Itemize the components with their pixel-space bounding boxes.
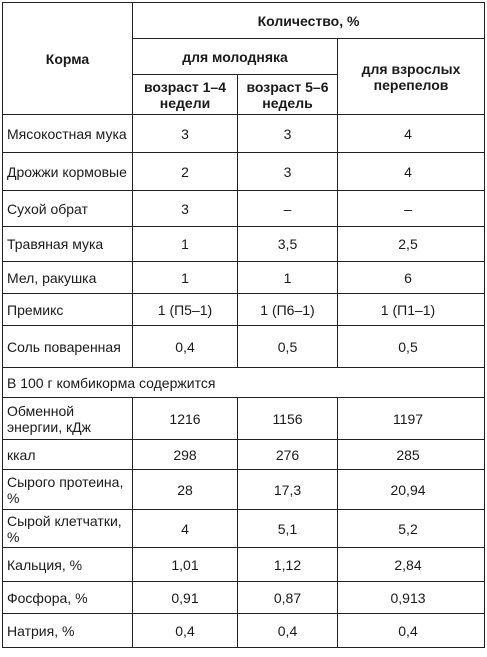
row-value-adult: 0,4 <box>338 614 485 648</box>
row-value-adult: 285 <box>338 440 485 470</box>
row-name: Соль поваренная <box>3 326 133 368</box>
row-name: Мясокостная мука <box>3 115 133 153</box>
row-value-young-5-6: 276 <box>238 440 338 470</box>
row-value-young-1-4: 0,4 <box>133 614 238 648</box>
table-row <box>3 326 485 368</box>
row-value-young-1-4: 1 (П5–1) <box>133 294 238 326</box>
row-value-young-1-4: 0,91 <box>133 582 238 614</box>
row-value-young-5-6: 5,1 <box>238 510 338 548</box>
row-value-young-1-4: 298 <box>133 440 238 470</box>
table-row <box>3 153 485 191</box>
table-row <box>3 262 485 294</box>
row-value-adult: 0,5 <box>338 326 485 368</box>
row-value-young-1-4: 1,01 <box>133 548 238 582</box>
header-young: для молодняка <box>133 39 338 75</box>
row-value-young-1-4: 1 <box>133 262 238 294</box>
row-name: Травяная мука <box>3 227 133 262</box>
row-value-young-5-6: 1 <box>238 262 338 294</box>
row-value-young-1-4: 0,4 <box>133 326 238 368</box>
row-value-young-5-6: – <box>238 191 338 227</box>
feed-composition-table <box>2 2 485 648</box>
row-name: Дрожжи кормовые <box>3 153 133 191</box>
row-name: Фосфора, % <box>3 582 133 614</box>
table-row <box>3 191 485 227</box>
table-row <box>3 398 485 440</box>
row-value-young-1-4: 28 <box>133 470 238 510</box>
header-age-1-4: возраст 1–4 недели <box>133 75 238 115</box>
table-row <box>3 510 485 548</box>
row-name: Сырой клетчатки, % <box>3 510 133 548</box>
table-row <box>3 115 485 153</box>
header-age-5-6: возраст 5–6 недель <box>238 75 338 115</box>
row-value-young-5-6: 1,12 <box>238 548 338 582</box>
row-value-adult: 4 <box>338 153 485 191</box>
row-value-young-5-6: 3,5 <box>238 227 338 262</box>
row-value-adult: 2,5 <box>338 227 485 262</box>
row-name: ккал <box>3 440 133 470</box>
row-name: Кальция, % <box>3 548 133 582</box>
table-row <box>3 227 485 262</box>
row-value-adult: 1 (П1–1) <box>338 294 485 326</box>
section-label: В 100 г комбикорма содержится <box>3 368 485 398</box>
row-name: Натрия, % <box>3 614 133 648</box>
row-value-adult: – <box>338 191 485 227</box>
row-value-adult: 4 <box>338 115 485 153</box>
header-row-1 <box>3 3 485 39</box>
row-value-young-5-6: 0,87 <box>238 582 338 614</box>
table-row <box>3 470 485 510</box>
row-value-young-1-4: 3 <box>133 115 238 153</box>
row-value-adult: 0,913 <box>338 582 485 614</box>
row-value-young-5-6: 1 (П6–1) <box>238 294 338 326</box>
section-row <box>3 368 485 398</box>
row-value-young-1-4: 2 <box>133 153 238 191</box>
table-row <box>3 582 485 614</box>
row-value-young-1-4: 1 <box>133 227 238 262</box>
row-value-adult: 2,84 <box>338 548 485 582</box>
table-row <box>3 614 485 648</box>
row-value-adult: 1197 <box>338 398 485 440</box>
row-value-adult: 5,2 <box>338 510 485 548</box>
header-adult: для взрослых перепелов <box>338 39 485 115</box>
row-value-young-5-6: 0,5 <box>238 326 338 368</box>
row-name: Премикс <box>3 294 133 326</box>
row-value-young-5-6: 0,4 <box>238 614 338 648</box>
header-feed: Корма <box>3 3 133 115</box>
row-value-young-5-6: 1156 <box>238 398 338 440</box>
row-value-young-5-6: 3 <box>238 153 338 191</box>
table-row <box>3 294 485 326</box>
header-quantity: Количество, % <box>133 3 485 39</box>
row-value-young-5-6: 17,3 <box>238 470 338 510</box>
row-value-adult: 20,94 <box>338 470 485 510</box>
row-value-young-1-4: 4 <box>133 510 238 548</box>
row-name: Обменной энергии, кДж <box>3 398 133 440</box>
row-value-young-5-6: 3 <box>238 115 338 153</box>
row-value-adult: 6 <box>338 262 485 294</box>
row-value-young-1-4: 1216 <box>133 398 238 440</box>
row-name: Сухой обрат <box>3 191 133 227</box>
table-row <box>3 440 485 470</box>
row-value-young-1-4: 3 <box>133 191 238 227</box>
table-row <box>3 548 485 582</box>
row-name: Мел, ракушка <box>3 262 133 294</box>
row-name: Сырого протеина, % <box>3 470 133 510</box>
